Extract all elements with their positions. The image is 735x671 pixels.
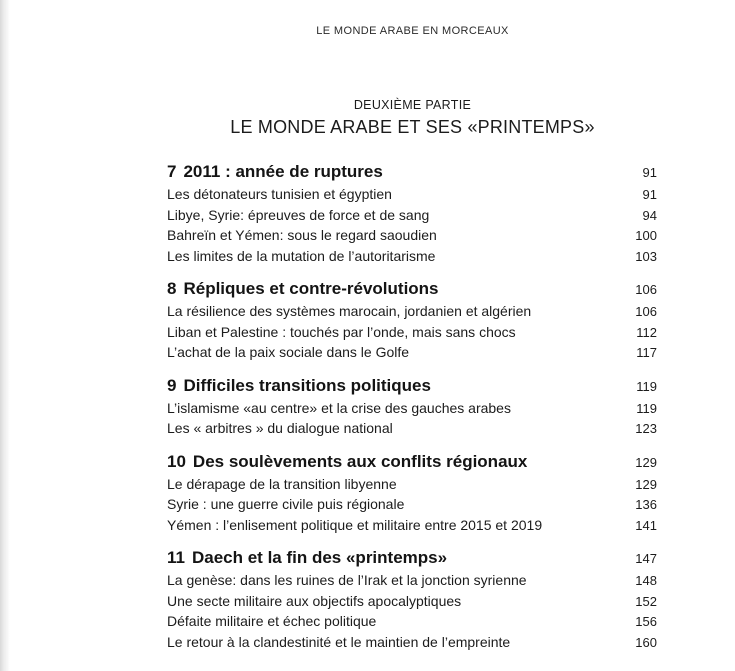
toc-entry[interactable] xyxy=(167,474,657,495)
entry-page: 91 xyxy=(642,187,657,202)
entry-title: Le dérapage de la transition libyenne xyxy=(167,475,397,492)
part-heading xyxy=(0,97,735,138)
chapter-title xyxy=(167,160,383,184)
entry-page: 156 xyxy=(635,614,657,629)
chapter-number: 11 xyxy=(167,548,185,567)
entry-title: Les détonateurs tunisien et égyptien xyxy=(167,186,392,202)
toc-entry[interactable] xyxy=(167,494,657,515)
toc-entry[interactable] xyxy=(167,418,657,439)
chapter-number: 7 xyxy=(167,162,177,181)
table-of-contents xyxy=(167,160,657,663)
toc-entry[interactable] xyxy=(167,301,657,322)
entry-page: 160 xyxy=(635,634,657,650)
chapter-7 xyxy=(167,160,657,266)
chapter-page: 91 xyxy=(642,165,657,180)
chapter-title xyxy=(167,546,447,570)
running-head: LE MONDE ARABE EN MORCEAUX xyxy=(316,25,509,37)
entry-title: Défaite militaire et échec politique xyxy=(167,613,377,629)
entry-title: La genèse: dans les ruines de l’Irak et la jonction syrienne xyxy=(167,572,527,588)
chapter-number: 9 xyxy=(167,375,177,395)
entry-page: 119 xyxy=(636,400,657,416)
toc-entry[interactable] xyxy=(167,611,657,632)
entry-page: 103 xyxy=(635,248,657,264)
toc-entry[interactable] xyxy=(167,570,657,591)
entry-page: 117 xyxy=(636,345,657,360)
entry-title: Une secte militaire aux objectifs apocalyptiques xyxy=(167,592,462,609)
entry-page: 100 xyxy=(635,228,657,243)
entry-title: Le retour à la clandestinité et le maintien de l’empreinte xyxy=(167,633,511,650)
chapter-page: 106 xyxy=(635,282,657,297)
chapter-page: 119 xyxy=(636,378,657,394)
entry-page: 141 xyxy=(635,517,657,533)
chapter-11 xyxy=(167,546,657,652)
entry-title: Syrie : une guerre civile puis régionale xyxy=(167,496,405,512)
toc-entry[interactable] xyxy=(167,205,657,226)
chapter-title-text: Difficiles transitions politiques xyxy=(183,375,431,395)
entry-page: 112 xyxy=(636,324,657,340)
toc-entry[interactable] xyxy=(167,225,657,246)
toc-entry[interactable] xyxy=(167,398,657,419)
entry-page: 136 xyxy=(635,497,657,512)
entry-title: Les limites de la mutation de l’autoritarisme xyxy=(167,247,436,264)
entry-title: La résilience des systèmes marocain, jordanien et algérien xyxy=(167,303,532,319)
part-label: DEUXIÈME PARTIE xyxy=(353,98,472,112)
entry-page: 148 xyxy=(635,573,657,588)
chapter-title xyxy=(167,277,439,301)
chapter-heading[interactable] xyxy=(167,160,657,184)
chapter-title-text: Des soulèvements aux conflits régionaux xyxy=(192,451,528,471)
chapter-number: 8 xyxy=(167,279,177,298)
entry-title: L’achat de la paix sociale dans le Golfe xyxy=(167,344,410,360)
entry-title: Liban et Palestine : touchés par l’onde, mais sans chocs xyxy=(167,323,516,340)
entry-title: Bahreïn et Yémen: sous le regard saoudien xyxy=(167,227,437,243)
entry-page: 94 xyxy=(642,207,657,223)
toc-entry[interactable] xyxy=(167,591,657,612)
chapter-title xyxy=(167,450,527,474)
chapter-page: 129 xyxy=(635,454,657,470)
entry-title: Libye, Syrie: épreuves de force et de sang xyxy=(167,206,430,223)
toc-entry[interactable] xyxy=(167,322,657,343)
chapter-heading[interactable] xyxy=(167,277,657,301)
toc-entry[interactable] xyxy=(167,342,657,363)
chapter-title xyxy=(167,374,431,398)
toc-entry[interactable] xyxy=(167,632,657,653)
chapter-title-text: Répliques et contre-révolutions xyxy=(183,279,439,298)
toc-entry[interactable] xyxy=(167,246,657,267)
toc-entry[interactable] xyxy=(167,515,657,536)
chapter-8 xyxy=(167,277,657,363)
entry-title: L’islamisme «au centre» et la crise des gauches arabes xyxy=(167,399,511,416)
entry-title: Yémen : l’enlisement politique et militaire entre 2015 et 2019 xyxy=(167,516,543,533)
entry-page: 123 xyxy=(635,421,657,436)
chapter-number: 10 xyxy=(167,451,186,471)
part-title: LE MONDE ARABE ET SES «PRINTEMPS» xyxy=(230,117,595,137)
chapter-heading[interactable] xyxy=(167,450,657,474)
chapter-9 xyxy=(167,374,657,439)
chapter-heading[interactable] xyxy=(167,546,657,570)
entry-title: Les « arbitres » du dialogue national xyxy=(167,420,393,436)
entry-page: 152 xyxy=(635,593,657,609)
chapter-heading[interactable] xyxy=(167,374,657,398)
chapter-page: 147 xyxy=(635,551,657,566)
entry-page: 129 xyxy=(635,476,657,492)
toc-entry[interactable] xyxy=(167,184,657,205)
entry-page: 106 xyxy=(635,304,657,319)
chapter-10 xyxy=(167,450,657,536)
chapter-title-text: 2011 : année de ruptures xyxy=(183,162,383,181)
chapter-title-text: Daech et la fin des «printemps» xyxy=(191,548,448,567)
